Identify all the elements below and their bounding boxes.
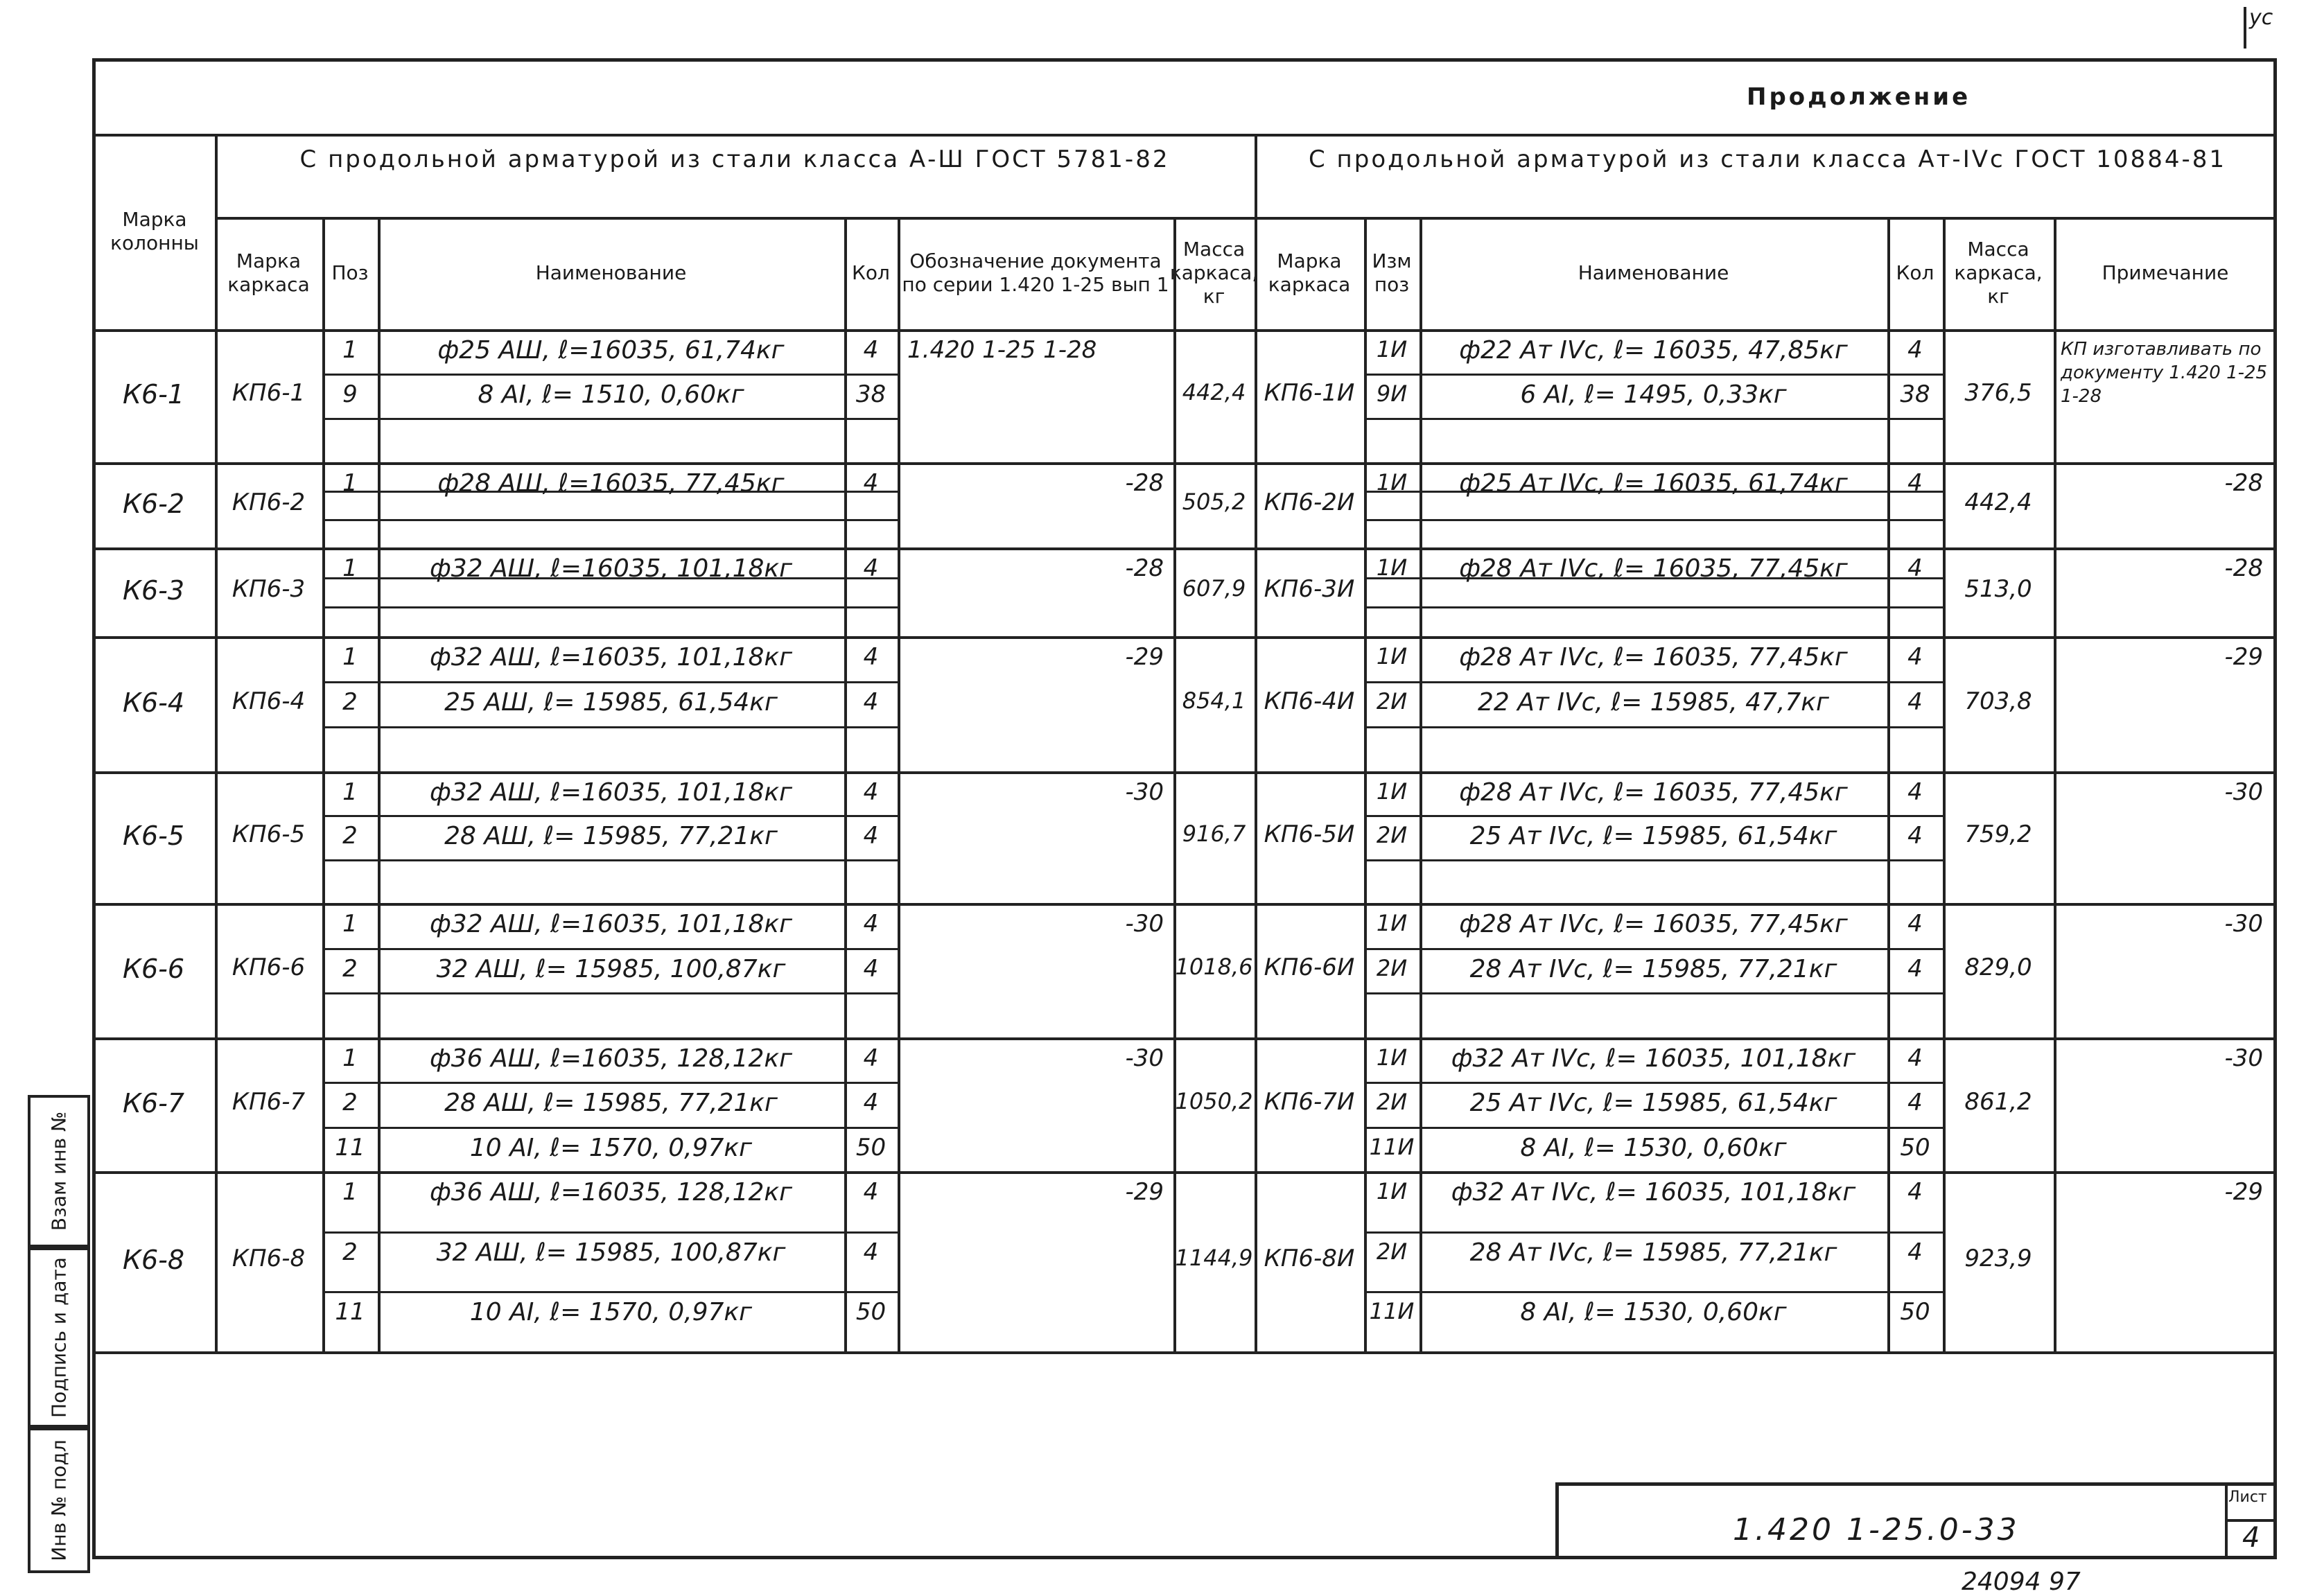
right-quantity: 4 xyxy=(1907,954,1923,983)
right-quantity: 4 xyxy=(1907,469,1923,497)
left-item-name: 8 АI, ℓ= 1510, 0,60кг xyxy=(478,380,744,409)
left-position: 2 xyxy=(342,954,358,983)
left-item-name: 32 АШ, ℓ= 15985, 100,87кг xyxy=(436,1238,786,1267)
right-frame-mass: 376,5 xyxy=(1964,379,2032,407)
left-frame-mark: КП6-5 xyxy=(232,821,306,848)
left-position: 1 xyxy=(342,778,358,806)
left-quantity: 4 xyxy=(863,910,879,938)
left-frame-mass: 505,2 xyxy=(1182,488,1246,515)
left-quantity: 38 xyxy=(855,380,886,408)
right-position: 11И xyxy=(1369,1298,1415,1325)
left-frame-mark: КП6-8 xyxy=(232,1245,306,1272)
right-frame-mass: 442,4 xyxy=(1964,488,2032,516)
right-item-name: 8 АI, ℓ= 1530, 0,60кг xyxy=(1520,1298,1787,1327)
left-frame-mass: 916,7 xyxy=(1182,821,1246,847)
left-frame-mark: КП6-7 xyxy=(232,1087,306,1116)
left-quantity: 4 xyxy=(863,1089,879,1117)
left-item-name: ф36 АШ, ℓ=16035, 128,12кг xyxy=(429,1044,793,1073)
left-frame-mark: КП6-3 xyxy=(232,575,306,603)
left-frame-mass: 1050,2 xyxy=(1175,1087,1253,1114)
left-item-name: ф28 АШ, ℓ=16035, 77,45кг xyxy=(437,469,785,498)
left-position: 1 xyxy=(342,336,358,364)
left-frame-mass: 1018,6 xyxy=(1175,954,1253,980)
left-document: -28 xyxy=(1125,469,1164,497)
left-item-name: ф25 АШ, ℓ=16035, 61,74кг xyxy=(437,336,785,365)
left-item-name: 32 АШ, ℓ= 15985, 100,87кг xyxy=(436,954,786,983)
right-item-name: 22 Ат IVс, ℓ= 15985, 47,7кг xyxy=(1478,688,1829,717)
right-position: 1И xyxy=(1376,1178,1408,1204)
column-mark: К6-7 xyxy=(122,1087,185,1119)
right-item-name: ф28 Ат IVс, ℓ= 16035, 77,45кг xyxy=(1459,910,1848,938)
left-quantity: 4 xyxy=(863,778,879,806)
left-quantity: 4 xyxy=(863,554,879,582)
right-frame-mark: КП6-3И xyxy=(1264,575,1355,603)
right-item-name: ф28 Ат IVс, ℓ= 16035, 77,45кг xyxy=(1459,778,1848,807)
left-item-name: ф36 АШ, ℓ=16035, 128,12кг xyxy=(429,1178,793,1207)
side-signature-date: Подпись и дата xyxy=(28,1247,90,1428)
column-mark: К6-1 xyxy=(122,379,185,410)
left-quantity: 50 xyxy=(855,1298,886,1326)
note: -29 xyxy=(2224,1178,2263,1206)
column-mark: К6-5 xyxy=(122,821,185,851)
right-quantity: 4 xyxy=(1907,822,1923,850)
header-right-mass: Масса каркаса, кг xyxy=(1954,238,2043,308)
right-quantity: 4 xyxy=(1907,1178,1923,1206)
right-position: 2И xyxy=(1376,1238,1408,1265)
right-quantity: 4 xyxy=(1907,1238,1923,1266)
left-position: 1 xyxy=(342,554,358,582)
right-item-name: ф25 Ат IVс, ℓ= 16035, 61,74кг xyxy=(1459,469,1848,498)
right-quantity: 4 xyxy=(1907,554,1923,582)
right-item-name: 28 Ат IVс, ℓ= 15985, 77,21кг xyxy=(1469,954,1837,983)
right-item-name: ф32 Ат IVс, ℓ= 16035, 101,18кг xyxy=(1451,1178,1856,1207)
left-document: -28 xyxy=(1125,554,1164,582)
right-item-name: ф28 Ат IVс, ℓ= 16035, 77,45кг xyxy=(1459,643,1848,672)
header-right-qty: Кол xyxy=(1896,261,1934,284)
right-position: 1И xyxy=(1376,778,1408,805)
left-position: 1 xyxy=(342,1044,358,1072)
left-item-name: ф32 АШ, ℓ=16035, 101,18кг xyxy=(429,643,793,672)
column-mark: К6-4 xyxy=(122,687,185,718)
right-quantity: 4 xyxy=(1907,910,1923,938)
document-code: 1.420 1-25.0-33 xyxy=(1733,1512,2020,1547)
column-mark: К6-8 xyxy=(122,1245,185,1275)
left-document: -30 xyxy=(1125,778,1164,806)
header-left-group-text: С продольной арматурой из стали класса А-Ш ГОСТ 5781-82 xyxy=(299,146,1170,173)
right-item-name: 8 АI, ℓ= 1530, 0,60кг xyxy=(1520,1133,1787,1162)
column-mark: К6-3 xyxy=(122,575,185,606)
left-document: -30 xyxy=(1125,1044,1164,1072)
right-position: 1И xyxy=(1376,1044,1408,1071)
left-position: 11 xyxy=(335,1133,365,1161)
left-position: 2 xyxy=(342,688,358,716)
left-quantity: 4 xyxy=(863,643,879,671)
left-item-name: ф32 АШ, ℓ=16035, 101,18кг xyxy=(429,778,793,807)
left-item-name: 10 АI, ℓ= 1570, 0,97кг xyxy=(469,1133,753,1162)
right-position: 2И xyxy=(1376,954,1408,981)
left-quantity: 4 xyxy=(863,822,879,850)
left-frame-mass: 1144,9 xyxy=(1175,1245,1253,1271)
left-frame-mark: КП6-1 xyxy=(232,379,306,407)
right-frame-mark: КП6-8И xyxy=(1264,1245,1355,1272)
footer-number: 24094 97 xyxy=(1962,1568,2081,1596)
left-item-name: 25 АШ, ℓ= 15985, 61,54кг xyxy=(444,688,778,717)
header-left-name: Наименование xyxy=(535,261,687,284)
right-quantity: 4 xyxy=(1907,336,1923,364)
left-position: 2 xyxy=(342,1089,358,1117)
left-position: 1 xyxy=(342,1178,358,1206)
right-position: 1И xyxy=(1376,554,1408,581)
right-item-name: 28 Ат IVс, ℓ= 15985, 77,21кг xyxy=(1469,1238,1837,1267)
right-item-name: ф22 Ат IVс, ℓ= 16035, 47,85кг xyxy=(1459,336,1848,365)
right-position: 2И xyxy=(1376,1089,1408,1116)
left-position: 1 xyxy=(342,469,358,497)
left-quantity: 4 xyxy=(863,954,879,983)
left-document: -29 xyxy=(1125,643,1164,671)
right-position: 1И xyxy=(1376,643,1408,669)
left-frame-mark: КП6-6 xyxy=(232,954,306,981)
right-frame-mass: 923,9 xyxy=(1964,1245,2032,1272)
header-right-frame-mark: Марка каркаса xyxy=(1268,249,1351,296)
left-frame-mark: КП6-2 xyxy=(232,488,306,516)
left-document: -30 xyxy=(1125,910,1164,938)
left-position: 9 xyxy=(342,380,358,408)
left-frame-mass: 442,4 xyxy=(1182,379,1246,405)
left-position: 2 xyxy=(342,1238,358,1266)
right-position: 2И xyxy=(1376,822,1408,849)
side-inv-orig: Инв № подл xyxy=(28,1428,90,1573)
right-quantity: 4 xyxy=(1907,778,1923,806)
right-position: 1И xyxy=(1376,469,1408,496)
left-position: 2 xyxy=(342,822,358,850)
right-item-name: 25 Ат IVс, ℓ= 15985, 61,54кг xyxy=(1469,822,1837,851)
corner-mark: ус xyxy=(2249,6,2273,30)
left-quantity: 4 xyxy=(863,1238,879,1266)
right-position: 2И xyxy=(1376,688,1408,714)
header-left-qty: Кол xyxy=(852,261,890,284)
right-position: 11И xyxy=(1369,1133,1415,1160)
note: -28 xyxy=(2224,469,2263,497)
left-item-name: ф32 АШ, ℓ=16035, 101,18кг xyxy=(429,910,793,938)
right-frame-mass: 703,8 xyxy=(1964,687,2032,715)
right-position: 1И xyxy=(1376,336,1408,362)
left-frame-mass: 854,1 xyxy=(1182,687,1246,714)
right-item-name: 6 АI, ℓ= 1495, 0,33кг xyxy=(1520,380,1787,409)
left-quantity: 4 xyxy=(863,688,879,716)
header-left-pos: Поз xyxy=(331,261,369,284)
left-item-name: 10 АI, ℓ= 1570, 0,97кг xyxy=(469,1298,753,1327)
left-frame-mass: 607,9 xyxy=(1182,575,1246,602)
left-position: 1 xyxy=(342,910,358,938)
note: -28 xyxy=(2224,554,2263,582)
right-quantity: 4 xyxy=(1907,688,1923,716)
right-frame-mass: 759,2 xyxy=(1964,821,2032,848)
right-frame-mark: КП6-7И xyxy=(1264,1087,1355,1116)
right-quantity: 4 xyxy=(1907,643,1923,671)
sheet-number: 4 xyxy=(2242,1522,2260,1554)
note: КП изготавливать по документу 1.420 1-25 1-28 xyxy=(2061,339,2268,407)
right-position: 1И xyxy=(1376,910,1408,936)
right-frame-mass: 861,2 xyxy=(1964,1087,2032,1116)
column-mark: К6-6 xyxy=(122,954,185,984)
left-item-name: ф32 АШ, ℓ=16035, 101,18кг xyxy=(429,554,793,583)
header-right-note: Примечание xyxy=(2102,261,2229,284)
right-frame-mark: КП6-1И xyxy=(1264,379,1355,407)
right-item-name: 25 Ат IVс, ℓ= 15985, 61,54кг xyxy=(1469,1089,1837,1118)
sheet-label: Лист xyxy=(2228,1489,2267,1506)
left-item-name: 28 АШ, ℓ= 15985, 77,21кг xyxy=(444,822,778,851)
note: -30 xyxy=(2224,1044,2263,1072)
left-quantity: 4 xyxy=(863,1044,879,1072)
left-quantity: 4 xyxy=(863,1178,879,1206)
header-left-mass: Масса каркаса, кг xyxy=(1169,238,1259,308)
right-frame-mark: КП6-2И xyxy=(1264,488,1355,516)
right-quantity: 50 xyxy=(1900,1133,1930,1161)
right-frame-mark: КП6-4И xyxy=(1264,687,1355,715)
right-item-name: ф28 Ат IVс, ℓ= 16035, 77,45кг xyxy=(1459,554,1848,583)
continuation-label: Продолжение xyxy=(1747,83,1971,111)
right-item-name: ф32 Ат IVс, ℓ= 16035, 101,18кг xyxy=(1451,1044,1856,1073)
left-quantity: 4 xyxy=(863,336,879,364)
left-frame-mark: КП6-4 xyxy=(232,687,306,715)
right-frame-mass: 829,0 xyxy=(1964,954,2032,981)
right-quantity: 38 xyxy=(1900,380,1930,408)
right-frame-mark: КП6-6И xyxy=(1264,954,1355,981)
header-left-frame-mark: Марка каркаса xyxy=(227,249,310,296)
right-position: 9И xyxy=(1376,380,1408,407)
header-right-pos: Изм поз xyxy=(1372,249,1412,296)
note: -30 xyxy=(2224,778,2263,806)
left-item-name: 28 АШ, ℓ= 15985, 77,21кг xyxy=(444,1089,778,1118)
note: -30 xyxy=(2224,910,2263,938)
header-right-name: Наименование xyxy=(1578,261,1729,284)
left-position: 11 xyxy=(335,1298,365,1326)
column-mark: К6-2 xyxy=(122,488,185,519)
note: -29 xyxy=(2224,643,2263,671)
header-right-group-text: С продольной арматурой из стали класса Ат-IVс ГОСТ 10884-81 xyxy=(1308,146,2226,173)
right-quantity: 50 xyxy=(1900,1298,1930,1326)
right-quantity: 4 xyxy=(1907,1044,1923,1072)
right-frame-mass: 513,0 xyxy=(1964,575,2032,603)
header-left-doc: Обозначение документа по серии 1.420 1-25 вып 1 xyxy=(902,249,1169,296)
right-frame-mark: КП6-5И xyxy=(1264,821,1355,848)
right-quantity: 4 xyxy=(1907,1089,1923,1117)
side-replace-inv: Взам инв № xyxy=(28,1095,90,1247)
left-document: 1.420 1-25 1-28 xyxy=(907,336,1097,364)
left-quantity: 4 xyxy=(863,469,879,497)
left-position: 1 xyxy=(342,643,358,671)
left-quantity: 50 xyxy=(855,1133,886,1161)
left-document: -29 xyxy=(1125,1178,1164,1206)
header-column-mark: Марка колонны xyxy=(110,208,199,254)
